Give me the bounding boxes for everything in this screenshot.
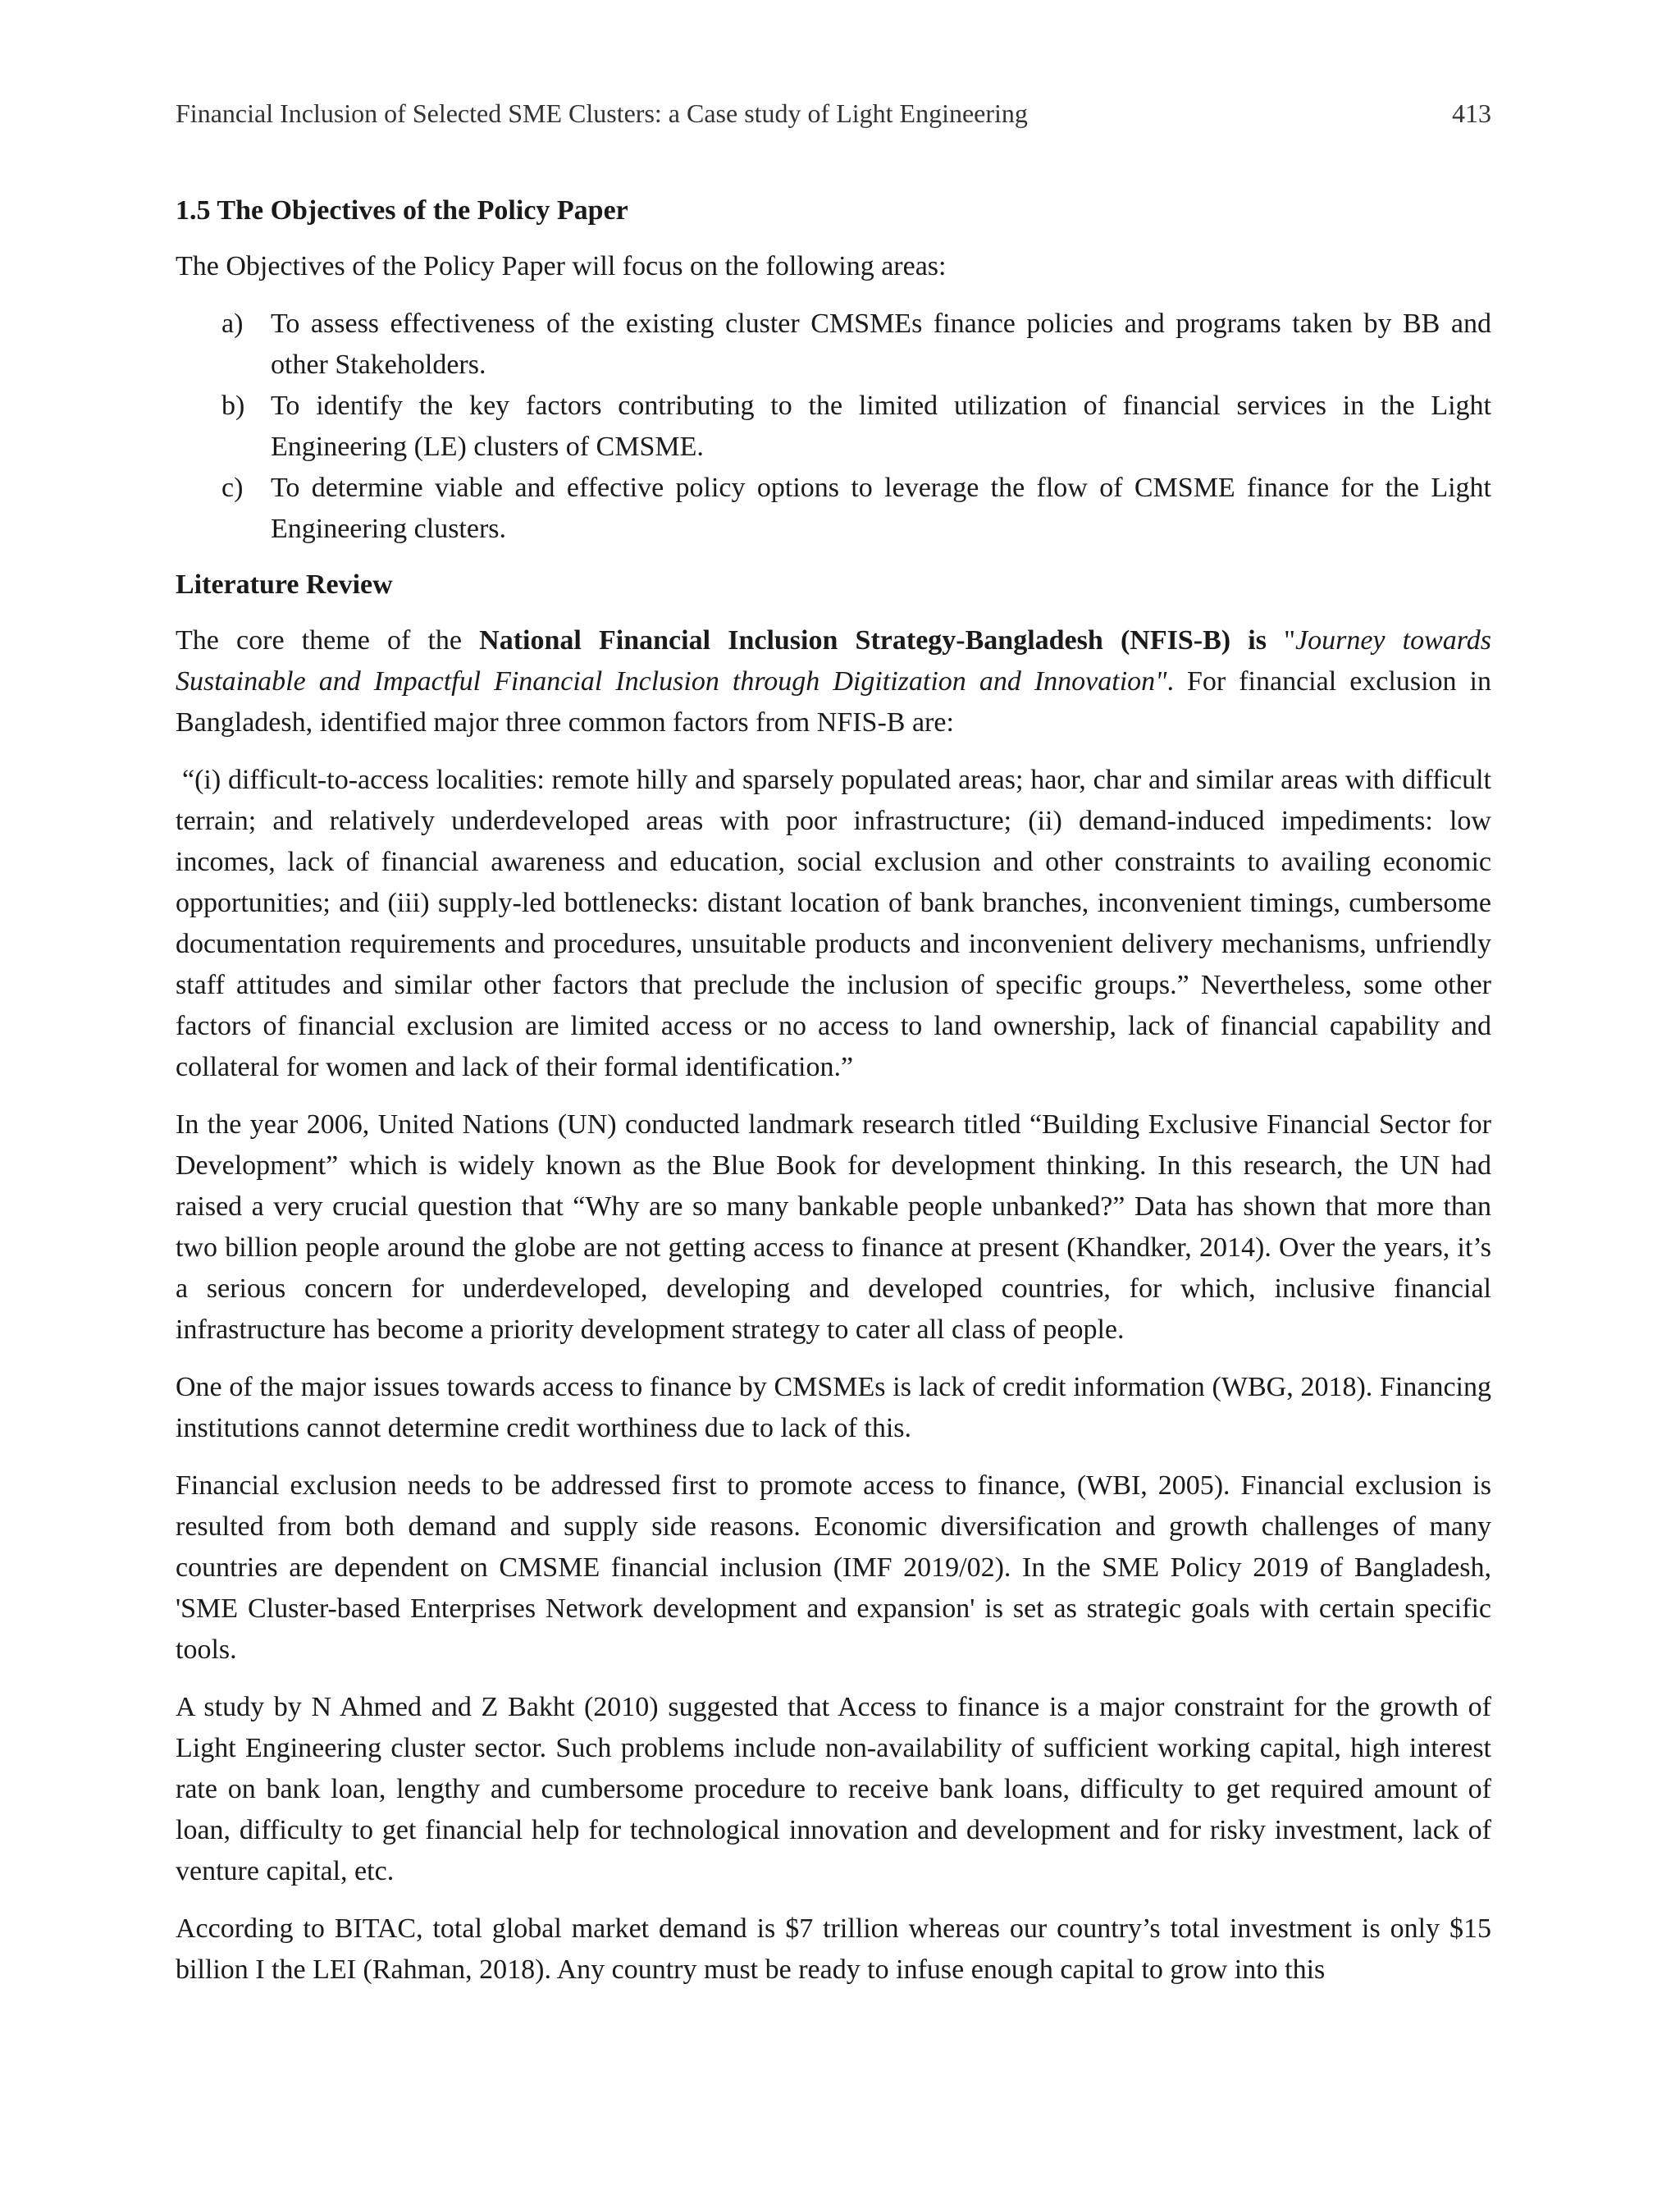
objective-item-a <box>176 304 1491 386</box>
page-number: 413 <box>1452 98 1491 128</box>
italic-theme-quote: Journey towards Sustainable and Impactful Financial Inclusion through Digitization and Innovation" <box>176 625 1492 697</box>
page-body <box>176 190 1491 2007</box>
running-header-title: Financial Inclusion of Selected SME Clusters: a Case study of Light Engineering <box>176 98 1028 128</box>
paragraph-nfis-quote: “(i) difficult-to-access localities: remote hilly and sparsely populated areas; haor, char and similar areas with difficult terrain; and relatively underdeveloped areas with poor infrastructure; (ii) demand-induced impediments: low incomes, lack of financial awareness and education, social exclusion and other constraints to availing economic opportunities; and (iii) supply-led bottlenecks: distant location of bank branches, inconvenient timings, cumbersome documentation requirements and procedures, unsuitable products and inconvenient delivery mechanisms, unfriendly staff attitudes and similar other factors that preclude the inclusion of specific groups.” Nevertheless, some other factors of financial exclusion are limited access or no access to land ownership, lack of financial capability and collateral for women and lack of their formal identification.” <box>176 765 1491 1082</box>
paragraph-credit-information: One of the major issues towards access to finance by CMSMEs is lack of credit information (WBG, 2018). Financing institutions cannot determine credit worthiness due to lack of this. <box>176 1372 1491 1443</box>
list-marker: b) <box>221 391 245 421</box>
paragraph-financial-exclusion: Financial exclusion needs to be addressed first to promote access to finance, (WBI, 2005). Financial exclusion is resulted from both demand and supply side reasons. Economic diversification and growth challenges of many countries are dependent on CMSME financial inclusion (IMF 2019/02). In the SME Policy 2019 of Bangladesh, 'SME Cluster-based Enterprises Network development and expansion' is set as strategic goals with certain specific tools. <box>176 1470 1491 1665</box>
list-item-text: To assess effectiveness of the existing cluster CMSMEs finance policies and programs taken by BB and other Stakeholders. <box>271 309 1491 380</box>
list-marker: c) <box>221 473 244 503</box>
text-run: " <box>1266 625 1295 656</box>
objectives-intro: The Objectives of the Policy Paper will focus on the following areas: <box>176 251 947 281</box>
objectives-list <box>176 304 1491 550</box>
text-run: . For financial exclusion in Bangladesh, identified major three common factors from NFIS-B are: <box>176 666 1491 738</box>
paragraph-bitac: According to BITAC, total global market demand is $7 trillion whereas our country’s total investment is only $15 billion I the LEI (Rahman, 2018). Any country must be ready to infuse enough capital to grow into this <box>176 1913 1491 1985</box>
objective-item-b <box>176 386 1491 468</box>
section-heading-objectives: 1.5 The Objectives of the Policy Paper <box>176 195 628 226</box>
paragraph-ahmed-bakht-study: A study by N Ahmed and Z Bakht (2010) suggested that Access to finance is a major constraint for the growth of Light Engineering cluster sector. Such problems include non-availability of sufficient working capital, high interest rate on bank loan, lengthy and cumbersome procedure to receive bank loans, difficulty to get required amount of loan, difficulty to get financial help for technological innovation and development and for risky investment, lack of venture capital, etc. <box>176 1692 1491 1886</box>
section-heading-literature-review: Literature Review <box>176 569 393 600</box>
paragraph-nfis-theme <box>176 620 1491 743</box>
list-item-text: To identify the key factors contributing to the limited utilization of financial services in the Light Engineering (LE) clusters of CMSME. <box>271 391 1491 462</box>
list-item-text: To determine viable and effective policy options to leverage the flow of CMSME finance for the Light Engineering clusters. <box>271 473 1491 544</box>
list-marker: a) <box>221 309 244 339</box>
objective-item-c <box>176 468 1491 550</box>
bold-strategy-name: National Financial Inclusion Strategy-Bangladesh (NFIS-B) is <box>479 625 1267 656</box>
text-run: The core theme of the <box>176 625 480 656</box>
paragraph-un-blue-book: In the year 2006, United Nations (UN) conducted landmark research titled “Building Exclusive Financial Sector for Development” which is widely known as the Blue Book for development thinking. In this research, the UN had raised a very crucial question that “Why are so many bankable people unbanked?” Data has shown that more than two billion people around the globe are not getting access to finance at present (Khandker, 2014). Over the years, it’s a serious concern for underdeveloped, developing and developed countries, for which, inclusive financial infrastructure has become a priority development strategy to cater all class of people. <box>176 1109 1491 1345</box>
